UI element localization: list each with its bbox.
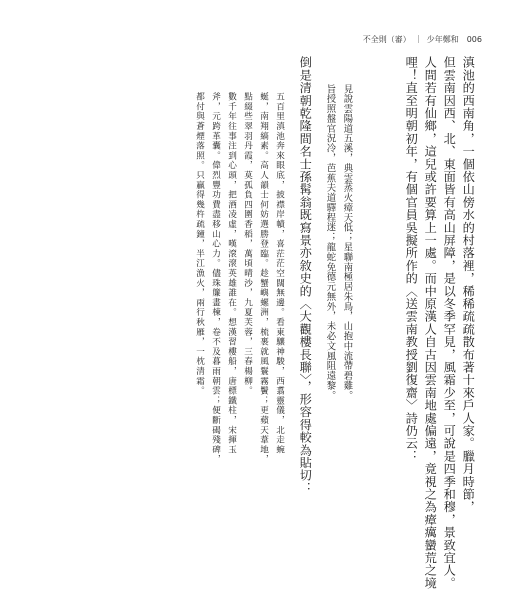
body-text-column: 滇池的西南角，一個依山傍水的村落裡，稀稀疏疏散布著十來戶人家。臘月時節， <box>461 56 476 514</box>
quoted-poem-line: 旨授照盤官況冷，芭蕉夫道驛程迷；龍蛇免德元無外，未必文風阻遠黎。 <box>324 84 336 401</box>
quoted-couplet-line: 斧，元跨革囊。偉烈豐功費盡移山心力。儘珠簾畫棟，卷不及暮雨朝雲；便斷碣殘碑， <box>210 92 221 465</box>
section-title: 少年鄭和 <box>426 35 459 44</box>
book-title: 不全則（審） <box>362 35 411 44</box>
body-text-column: 人間若有仙鄉，這兒或許要算上一處。而中原漢人自古因雲南地處偏遠，竟視之為瘴癘蠻荒之境 <box>423 56 438 589</box>
quoted-couplet-line: 蜒，南翔縞素。高人韻士何妨選勝登臨。趁蟹嶼螺洲，梳裹就風鬟霧鬢；更蘋天葦地， <box>258 92 269 465</box>
running-header <box>363 34 482 45</box>
quoted-couplet-line: 點綴些翠羽丹霞，莫孤負四圍香稻，萬頃晴沙，九夏芙蓉，三春楊柳。 <box>242 92 253 396</box>
quoted-couplet-line: 都付與蒼煙落照。只贏得幾杵疏鐘，半江漁火，兩行秋雁，一枕清霜。 <box>194 92 205 396</box>
quoted-couplet-line: 數千年往事注到心頭，把酒凌虛，嘆滾滾英雄誰在。想漢習樓船，唐標鐵柱，宋揮玉 <box>226 92 237 455</box>
body-text-column: 但雲南因西、北、東面皆有高山屏障，是以冬季罕見，風霜少至，可說是四季和穆，景致宜人。 <box>442 56 457 589</box>
page-number: 006 <box>466 35 482 44</box>
body-text-column: 哩！直至明朝初年，有個官員吳擬所作的〈送雲南教授劉復齋〉詩仍云： <box>404 56 419 463</box>
body-text-column: 倒是清朝乾隆間名士孫髯翁既寫景亦敘史的〈大觀樓長聯〉，形容得較為貼切： <box>298 56 313 495</box>
header-separator: ｜ <box>414 35 423 44</box>
quoted-couplet-line: 五百里滇池奔來眼底，披襟岸幘，喜茫茫空闊無邊。看東驤神駿，西翥靈儀，北走蜿 <box>274 92 285 455</box>
quoted-poem-line: 見說雲陽道五溪，典雲蒸火瘴天低；星聯南極居朱鳥，山抱中流帶碧雞。 <box>341 84 353 401</box>
